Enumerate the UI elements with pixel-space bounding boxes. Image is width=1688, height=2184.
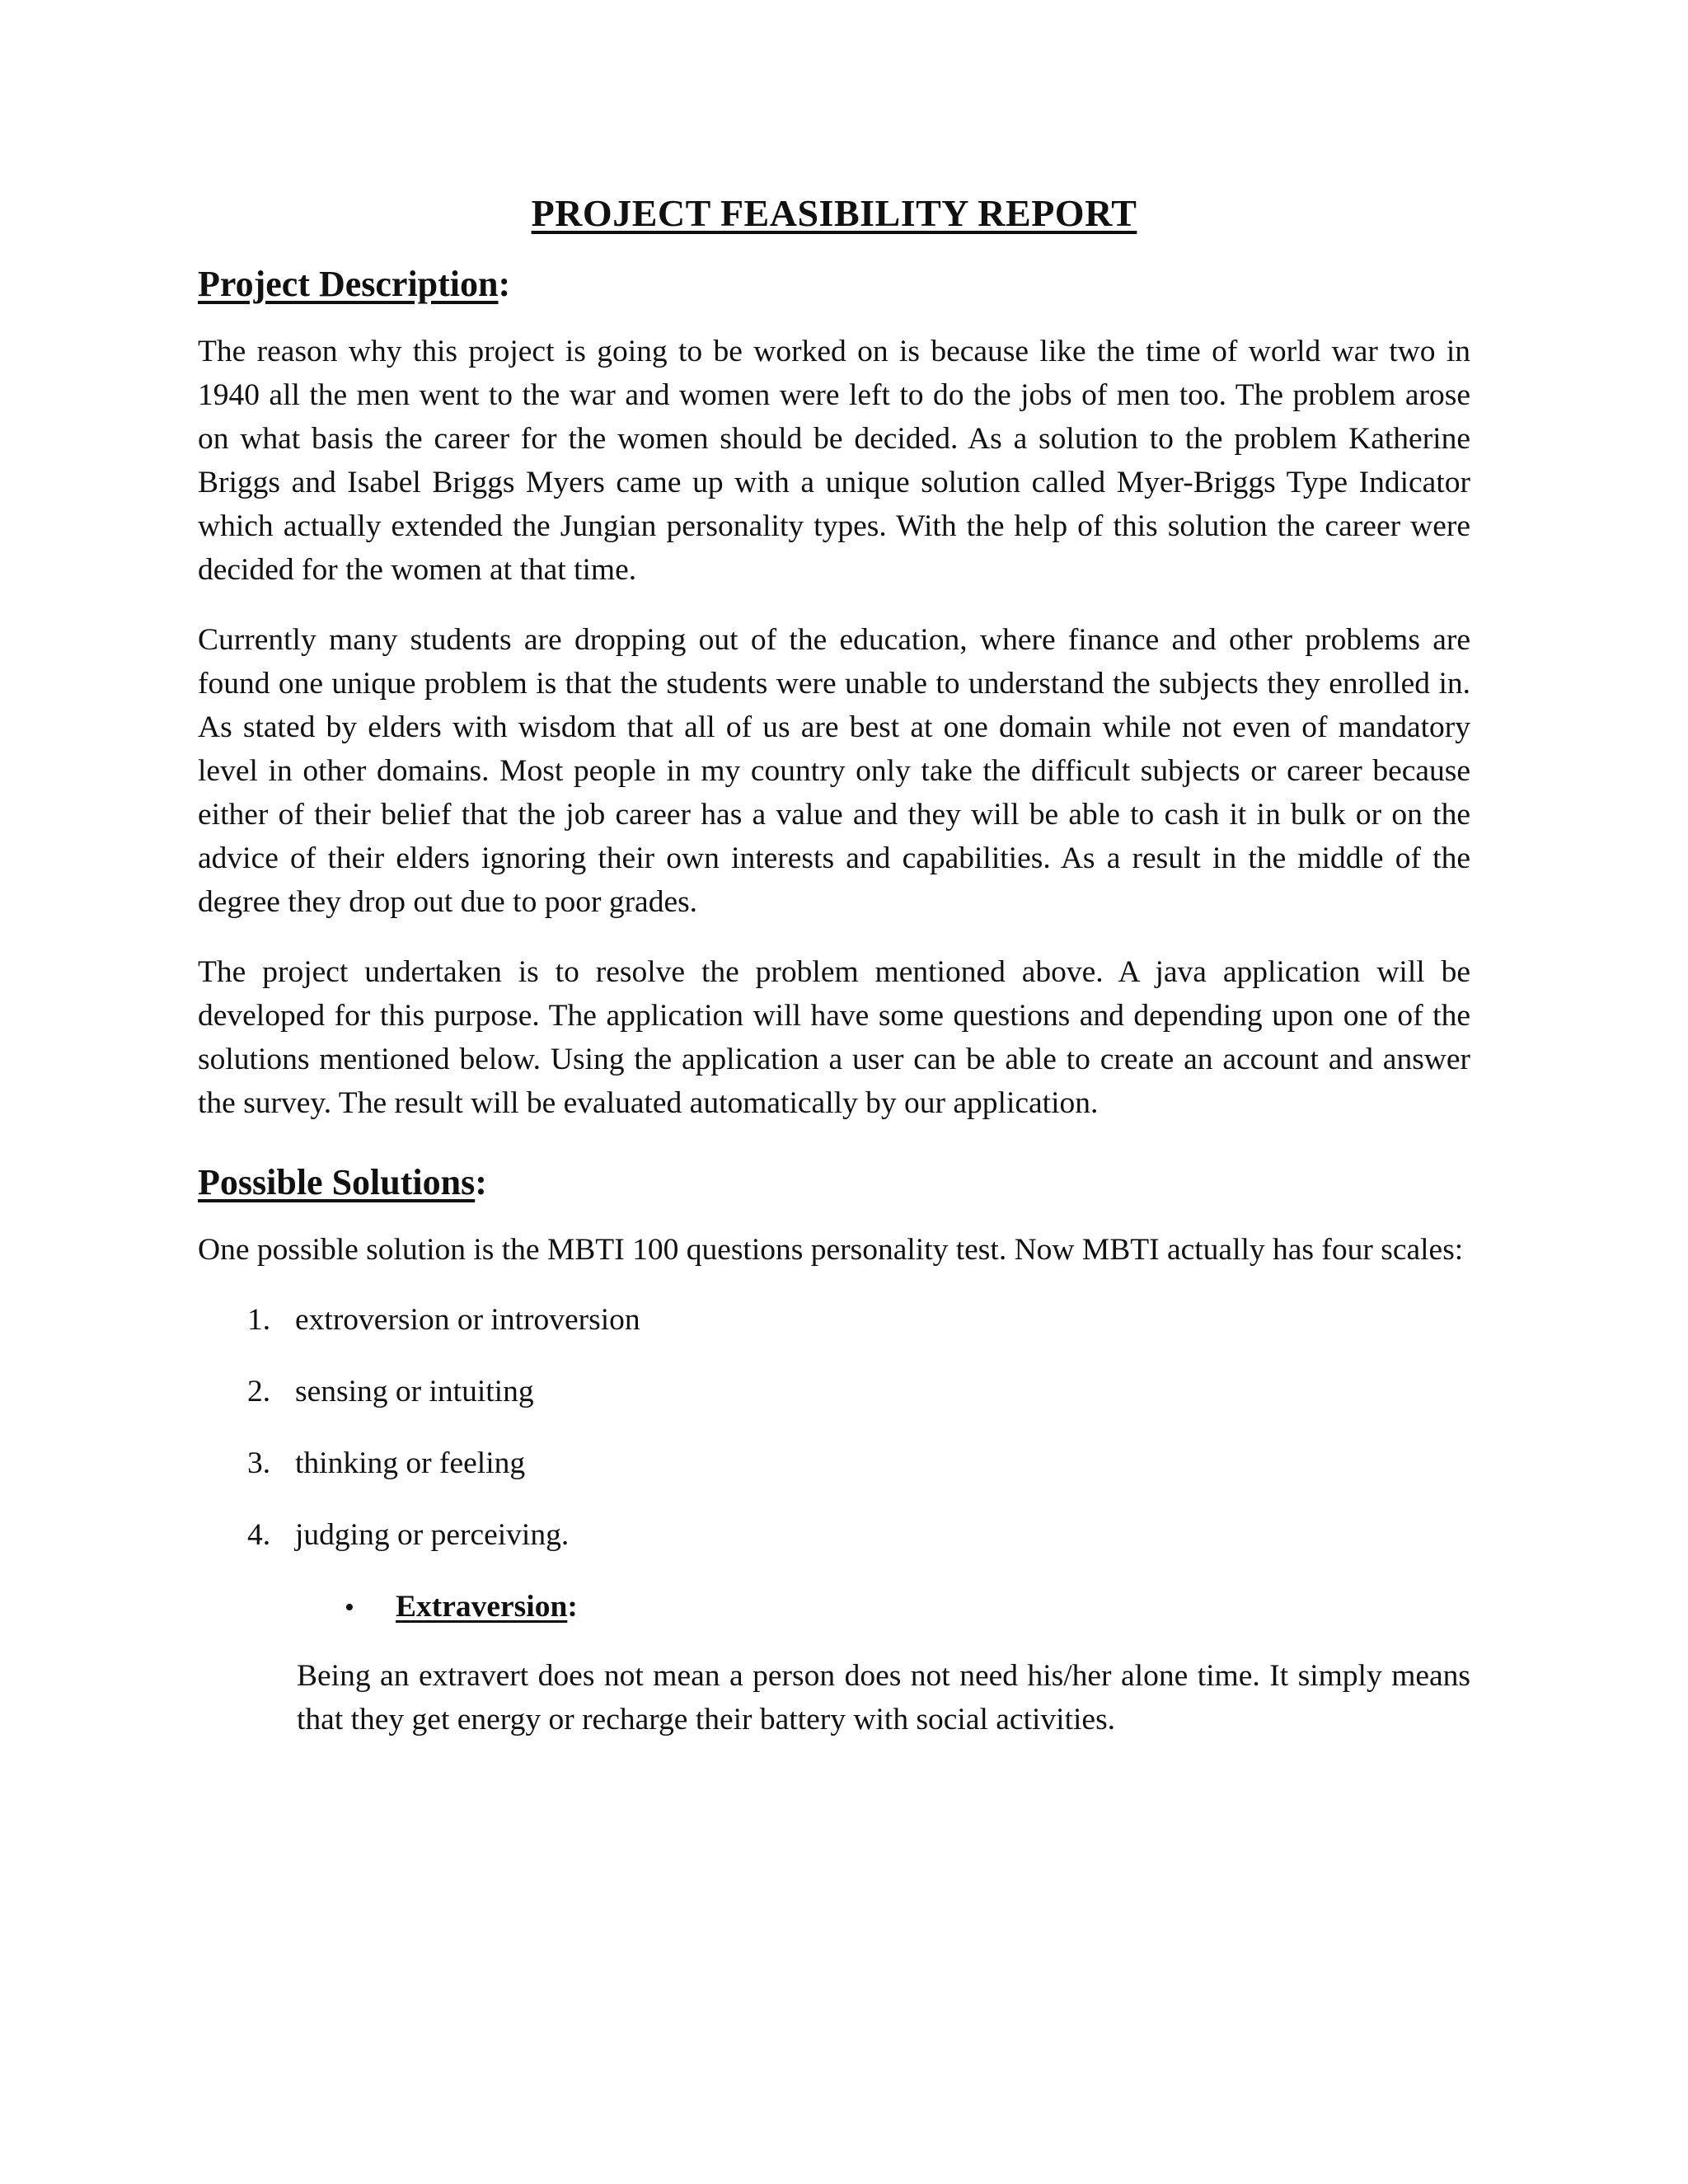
section-heading: [198, 263, 1470, 305]
paragraph: The project undertaken is to resolve the problem mentioned above. A java application will be developed for this purpose. The application will have some questions and depending upon one of the solutions mentioned below. Using the application a user can be able to create an account and answer the survey. The result will be evaluated automatically by our application.: [198, 955, 1470, 1120]
bullet-item-extraversion: [198, 1585, 1470, 1629]
document-page: [198, 191, 1470, 1741]
section-possible-solutions: [198, 1161, 1470, 1741]
list-item-text: thinking or feeling: [295, 1446, 526, 1480]
bullet-label-text: Extraversion: [396, 1590, 568, 1624]
section-project-description: [198, 263, 1470, 1125]
document-title: PROJECT FEASIBILITY REPORT: [531, 192, 1137, 234]
section-heading-text: Project Description: [198, 264, 499, 304]
bullet-label-colon: :: [567, 1590, 578, 1624]
list-item-text: judging or perceiving.: [295, 1518, 570, 1552]
section-heading-colon: :: [475, 1162, 487, 1202]
bullet-icon: •: [345, 1592, 354, 1623]
list-item: [198, 1298, 1470, 1342]
list-item-text: extroversion or introversion: [295, 1303, 640, 1337]
paragraph: One possible solution is the MBTI 100 questions personality test. Now MBTI actually has four scales:: [198, 1233, 1464, 1267]
list-item: [198, 1513, 1470, 1557]
list-item: [198, 1441, 1470, 1485]
paragraph: Currently many students are dropping out of the education, where finance and other problems are found one unique problem is that the students were unable to understand the subjects they enrolled in. As stated by elders with wisdom that all of us are best at one domain while not even of mandatory level in other domains. Most people in my country only take the difficult subjects or career because either of their belief that the job career has a value and they will be able to cash it in bulk or on the advice of their elders ignoring their own interests and capabilities. As a result in the middle of the degree they drop out due to poor grades.: [198, 623, 1470, 919]
section-heading: [198, 1161, 1470, 1203]
mbti-scales-list: [198, 1298, 1470, 1557]
list-item: [198, 1370, 1470, 1413]
bullet-paragraph: Being an extravert does not mean a person does not need his/her alone time. It simply means that they get energy or recharge their battery with social activities.: [297, 1659, 1470, 1736]
list-item-number: 1.: [247, 1303, 271, 1337]
list-item-text: sensing or intuiting: [295, 1375, 534, 1408]
section-heading-colon: :: [498, 264, 511, 304]
list-item-number: 2.: [247, 1375, 271, 1408]
list-item-number: 4.: [247, 1518, 271, 1552]
list-item-number: 3.: [247, 1446, 271, 1480]
section-heading-text: Possible Solutions: [198, 1162, 476, 1202]
paragraph: The reason why this project is going to be worked on is because like the time of world war two in 1940 all the men went to the war and women were left to do the jobs of men too. The problem arose on what basis the career for the women should be decided. As a solution to the problem Katherine Briggs and Isabel Briggs Myers came up with a unique solution called Myer-Briggs Type Indicator which actually extended the Jungian personality types. With the help of this solution the career were decided for the women at that time.: [198, 335, 1470, 587]
bullet-label: [396, 1585, 578, 1629]
